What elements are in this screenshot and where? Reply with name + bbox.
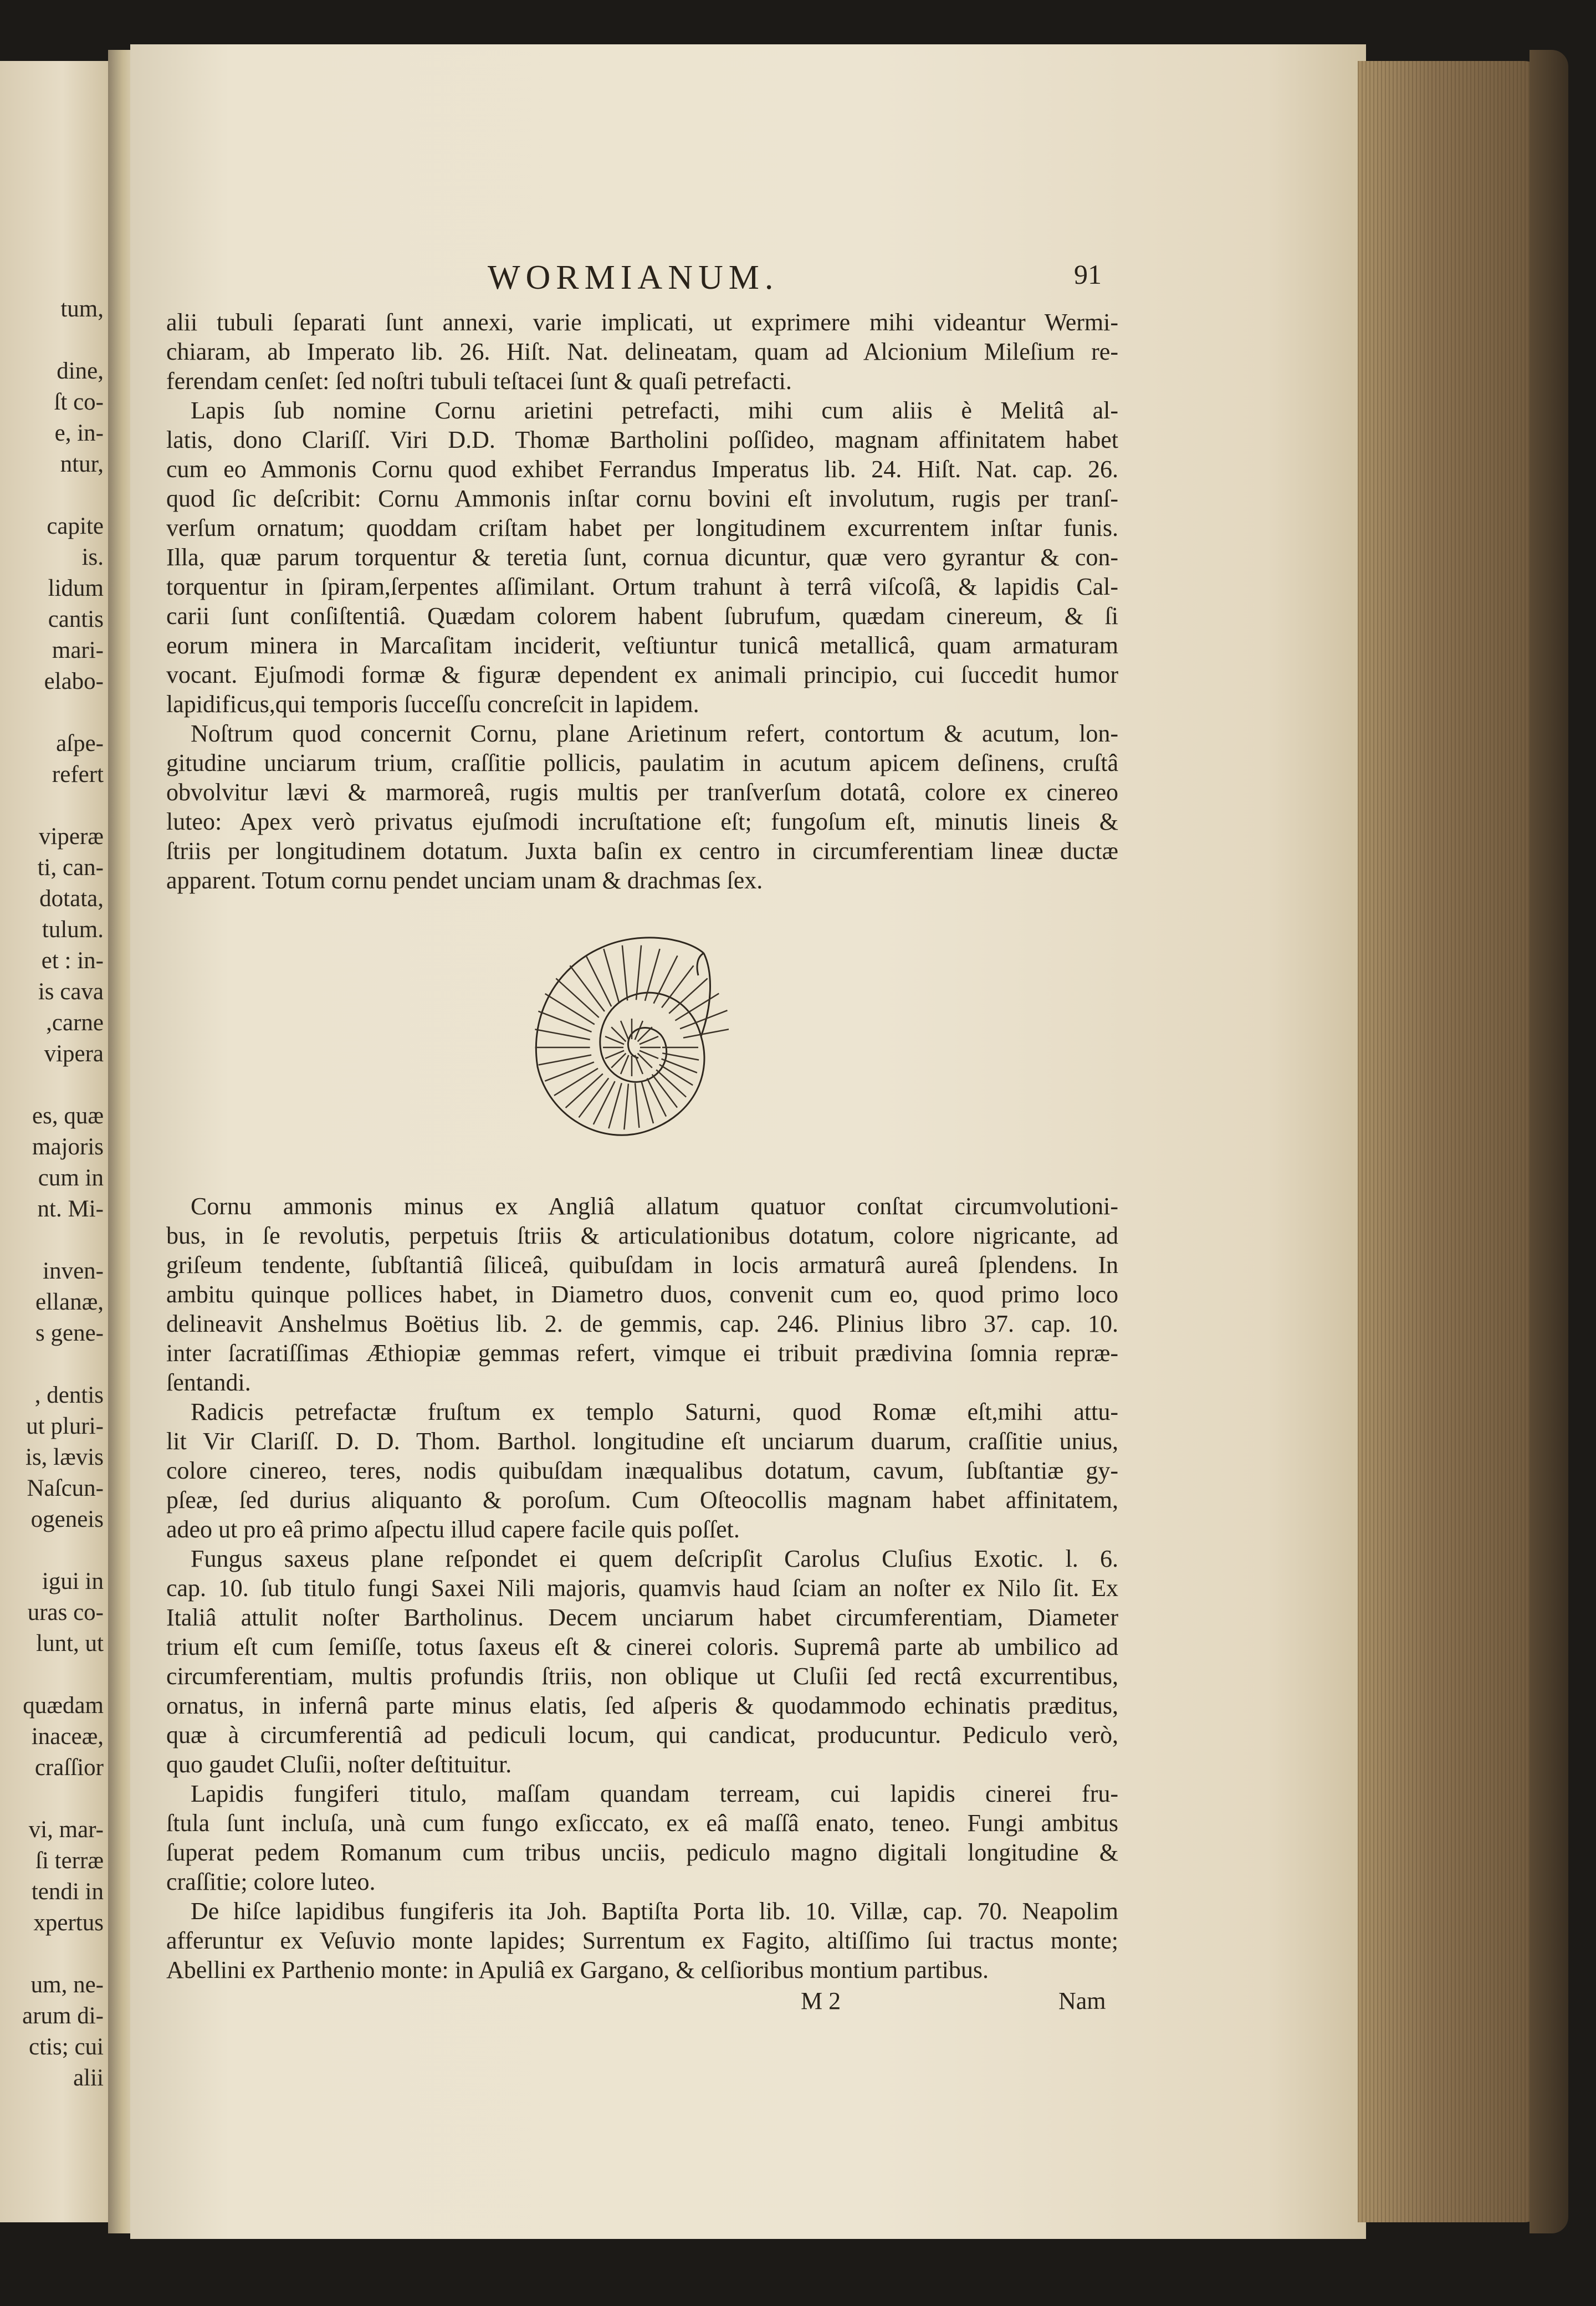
left-page-line: ogeneis	[30, 1506, 104, 1532]
left-page-line: dine,	[57, 358, 104, 384]
left-page-line: cantis	[48, 606, 104, 632]
text-line: gitudine unciarum trium, craſſitie pollicis, paulatim in acutum apicem deſinens, cruſtâ	[166, 749, 1118, 776]
text-line: Cornu ammonis minus ex Angliâ allatum quatuor conſtat circumvolutioni-	[191, 1193, 1118, 1220]
text-line: luteo: Apex verò privatus ejuſmodi incruſtatione eſt; fungoſum eſt, minutis lineis &	[166, 808, 1118, 835]
text-line: Radicis petrefactæ fruſtum ex templo Saturni, quod Romæ eſt,mihi attu-	[191, 1398, 1118, 1425]
left-page-line: , dentis	[34, 1382, 104, 1408]
left-page-line: arum di-	[22, 2003, 104, 2029]
book-cover-edge	[1530, 50, 1568, 2233]
text-block-top	[166, 308, 1118, 895]
left-page-line: capite	[47, 513, 104, 539]
text-line: ſentandi.	[166, 1369, 251, 1396]
text-line: ſtula ſunt incluſa, unà cum fungo exſiccato, ex eâ maſſâ enato, teneo. Fungi ambitus	[166, 1809, 1118, 1837]
left-page-line: Naſcun-	[27, 1475, 104, 1501]
ammonite-shell-engraving-icon	[518, 931, 729, 1153]
text-line: Lapidis fungiferi titulo, maſſam quandam terream, cui lapidis cinerei fru-	[191, 1780, 1118, 1807]
text-line: ambitu quinque pollices habet, in Diametro duos, convenit cum eo, quod primo loco	[166, 1281, 1118, 1308]
left-page-line: tulum.	[42, 917, 104, 943]
text-line: chiaram, ab Imperato lib. 26. Hiſt. Nat. delineatam, quam ad Alcionium Mileſium re-	[166, 338, 1118, 365]
left-page-line: ntur,	[60, 451, 104, 477]
text-line: obvolvitur lævi & marmoreâ, rugis multis per tranſverſum dotatâ, colore ex cinereo	[166, 779, 1118, 806]
text-block-bottom	[166, 1192, 1118, 1985]
left-page-line: ctis; cui	[29, 2034, 104, 2060]
left-page-line: refert	[52, 761, 104, 788]
text-line: ornatus, in infernâ parte minus elatis, ſed aſperis & quodammodo echinatis præditus,	[166, 1692, 1118, 1719]
left-page-line: es, quæ	[32, 1103, 104, 1129]
left-page-line: alii	[73, 2065, 104, 2091]
left-page-line	[0, 480, 114, 511]
text-line: circumferentiam, multis profundis ſtriis, non oblique ut Cluſii ſed rectâ excurrentibus,	[166, 1663, 1118, 1690]
left-page-line: nt. Mi-	[37, 1196, 104, 1222]
text-line: craſſitie; colore luteo.	[166, 1868, 376, 1895]
left-page-line: elabo-	[44, 668, 104, 694]
text-line: afferuntur ex Veſuvio monte lapides; Surrentum ex Fagito, altiſſimo ſui tractus monte;	[166, 1927, 1118, 1954]
left-page-line: um, ne-	[30, 1972, 104, 1998]
text-line: adeo ut pro eâ primo aſpectu illud capere facile quis poſſet.	[166, 1516, 740, 1543]
text-line: cap. 10. ſub titulo fungi Saxei Nili majoris, quamvis haud ſciam an noſter ex Nilo ſit. Ex	[166, 1574, 1118, 1602]
left-page-line	[0, 697, 114, 728]
text-line: inter ſacratiſſimas Æthiopiæ gemmas refert, vimque ei tribuit prædivina ſomnia repræ-	[166, 1339, 1118, 1367]
text-line: ferendam cenſet: ſed noſtri tubuli teſtacei ſunt & quaſi petrefacti.	[166, 367, 792, 395]
left-page-line: vipera	[44, 1041, 104, 1067]
text-line: eorum minera in Marcaſitam inciderit, veſtiuntur tunicâ metallicâ, quam armaturam	[166, 632, 1118, 659]
text-line: verſum ornatum; quoddam criſtam habet per longitudinem excurrentem inſtar funis.	[166, 514, 1118, 541]
left-page-line: et : in-	[41, 948, 104, 974]
text-line: quod ſic deſcribit: Cornu Ammonis inſtar cornu bovini eſt involutum, rugis per tranſ-	[166, 485, 1118, 512]
text-line: ſtriis per longitudinem dotatum. Juxta baſin ex centro in circumferentiam lineæ ductæ	[166, 837, 1118, 865]
text-line: delineavit Anshelmus Boëtius lib. 2. de gemmis, cap. 246. Plinius libro 37. cap. 10.	[166, 1310, 1118, 1337]
left-page-line: uras co-	[27, 1599, 104, 1625]
text-line: carii ſunt conſiſtentiâ. Quædam colorem habent ſubrufum, quædam cinereum, & ſi	[166, 602, 1118, 630]
left-page-line: quædam	[23, 1693, 104, 1719]
text-line: pſeæ, ſed durius aliquanto & poroſum. Cum Oſteocollis magnam habet affinitatem,	[166, 1486, 1118, 1514]
left-page-line: aſpe-	[56, 730, 104, 756]
text-line: Illa, quæ parum torquentur & teretia ſunt, cornua dicuntur, quæ vero gyrantur & con-	[166, 544, 1118, 571]
left-page-line: ,carne	[46, 1010, 104, 1036]
left-page-line: ſt co-	[54, 389, 104, 415]
left-page-line: xpertus	[33, 1910, 104, 1936]
left-page-line: viperæ	[38, 824, 104, 850]
catchword: Nam	[1058, 1987, 1106, 2014]
text-line: alii tubuli ſeparati ſunt annexi, varie implicati, ut exprimere mihi videantur Wermi-	[166, 309, 1118, 336]
text-line: vocant. Ejuſmodi formæ & figuræ dependent ex animali principio, cui ſuccedit humor	[166, 661, 1118, 688]
left-page-line: cum in	[38, 1165, 104, 1191]
left-page-line: dotata,	[39, 886, 104, 912]
left-page-line: ſi terræ	[35, 1848, 104, 1874]
left-page-line	[0, 1225, 114, 1256]
text-line: lapidificus,qui temporis ſucceſſu concreſcit in lapidem.	[166, 691, 699, 718]
text-line: cum eo Ammonis Cornu quod exhibet Ferrandus Imperatus lib. 24. Hiſt. Nat. cap. 26.	[166, 456, 1118, 483]
left-page-line: is.	[81, 544, 104, 570]
left-page-line: majoris	[32, 1134, 104, 1160]
text-line: trium eſt cum ſemiſſe, totus ſaxeus eſt & cinerei coloris. Supremâ parte ab umbilico ad	[166, 1633, 1118, 1660]
left-page-line: tendi in	[31, 1879, 104, 1905]
left-page-line: is cava	[38, 979, 104, 1005]
text-line: torquentur in ſpiram,ſerpentes aſſimilant. Ortum trahunt à terrâ viſcoſâ, & lapidis Cal-	[166, 573, 1118, 600]
left-page-line: tum,	[60, 296, 104, 322]
page-number: 91	[1074, 259, 1102, 290]
text-line: Noſtrum quod concernit Cornu, plane Arietinum refert, contortum & acutum, lon-	[191, 720, 1118, 747]
signature-mark: M 2	[801, 1987, 841, 2014]
left-page-line: ti, can-	[37, 855, 104, 881]
running-head: WORMIANUM.	[488, 259, 779, 296]
text-line: ſuperat pedem Romanum cum tribus unciis, pediculo magno digitali longitudine &	[166, 1839, 1118, 1866]
left-page-line: e, in-	[54, 420, 104, 446]
left-page-line: ellanæ,	[35, 1289, 104, 1315]
text-line: Italiâ attulit noſter Bartholinus. Decem unciarum habet circumferentiam, Diameter	[166, 1604, 1118, 1631]
text-line: bus, in ſe revolutis, perpetuis ſtriis & articulationibus dotatum, colore nigricante, ad	[166, 1222, 1118, 1249]
left-page-line: igui in	[42, 1568, 104, 1594]
text-line: lit Vir Clariſſ. D. D. Thom. Barthol. longitudine eſt unciarum duarum, craſſitie unius,	[166, 1428, 1118, 1455]
text-line: apparent. Totum cornu pendet unciam unam & drachmas ſex.	[166, 867, 763, 894]
text-line: Lapis ſub nomine Cornu arietini petrefacti, mihi cum aliis è Melitâ al-	[191, 397, 1118, 424]
text-line: Fungus saxeus plane reſpondet ei quem deſcripſit Carolus Cluſius Exotic. l. 6.	[191, 1545, 1118, 1572]
text-line: Abellini ex Parthenio monte: in Apuliâ ex Gargano, & celſioribus montium partibus.	[166, 1956, 989, 1983]
left-page-line	[0, 1070, 114, 1101]
text-line: De hiſce lapidibus fungiferis ita Joh. Baptiſta Porta lib. 10. Villæ, cap. 70. Neapolim	[191, 1898, 1118, 1925]
left-page-line: inven-	[43, 1258, 104, 1284]
left-page-line: lidum	[48, 575, 104, 601]
text-line: quo gaudet Cluſii, noſter deſtituitur.	[166, 1751, 512, 1778]
left-page-line	[0, 1659, 114, 1690]
left-page	[0, 61, 114, 2222]
left-page-line: s gene-	[35, 1320, 104, 1346]
left-page-line: mari-	[52, 637, 104, 663]
text-line: latis, dono Clariſſ. Viri D.D. Thomæ Bartholini poſſideo, magnam affinitatem habet	[166, 426, 1118, 453]
page-block-edges	[1358, 61, 1546, 2222]
left-page-line	[0, 1783, 114, 1814]
left-page-line	[0, 1535, 114, 1566]
left-page-line: lunt, ut	[36, 1630, 104, 1656]
left-page-line: is, lævis	[25, 1444, 104, 1470]
text-line: griſeum tendente, ſubſtantiâ ſiliceâ, quibuſdam in locis armaturâ aureâ ſplendens. In	[166, 1251, 1118, 1279]
left-page-line	[0, 325, 114, 356]
text-line: colore cinereo, teres, nodis quibuſdam inæqualibus dotatum, cavum, ſubſtantiæ gy-	[166, 1457, 1118, 1484]
left-page-line: ut pluri-	[26, 1413, 104, 1439]
text-line: quæ à circumferentiâ ad pediculi locum, qui candicat, producuntur. Pediculo verò,	[166, 1721, 1118, 1748]
left-page-line	[0, 1349, 114, 1380]
left-page-line	[0, 1939, 114, 1970]
left-page-line: vi, mar-	[28, 1817, 104, 1843]
left-page-line: craſſior	[34, 1755, 104, 1781]
left-page-line: inaceæ,	[31, 1724, 104, 1750]
left-page-line	[0, 790, 114, 821]
left-page-text	[0, 294, 114, 2094]
